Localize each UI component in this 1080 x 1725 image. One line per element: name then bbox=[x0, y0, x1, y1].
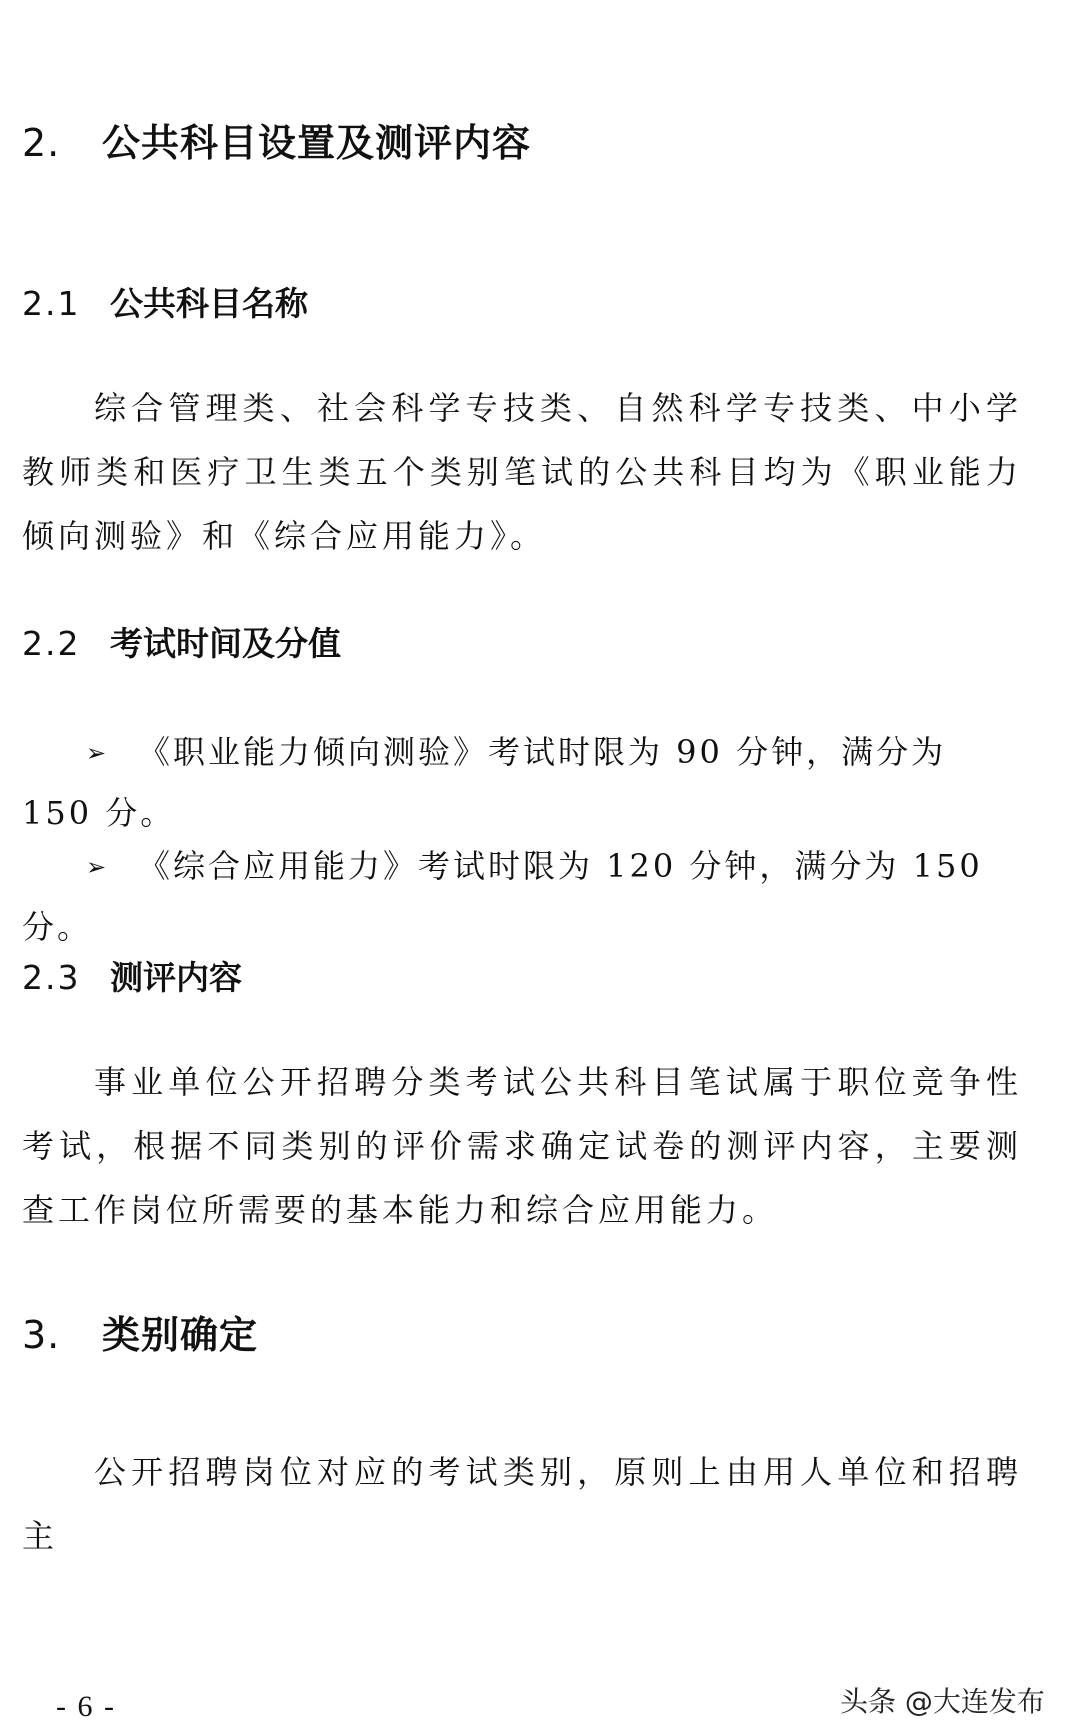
paragraph-evaluation-content: 事业单位公开招聘分类考试公共科目笔试属于职位竞争性考试，根据不同类别的评价需求确定试卷的测评内容，主要测查工作岗位所需要的基本能力和综合应用能力。 bbox=[22, 1063, 1022, 1229]
arrow-bullet-icon: ➢ bbox=[86, 853, 110, 881]
page-number: - 6 - bbox=[56, 1690, 116, 1723]
paragraph-category-determination: 公开招聘岗位对应的考试类别，原则上由用人单位和招聘主 bbox=[22, 1453, 1022, 1555]
bullet-text: 《职业能力倾向测验》考试时限为 90 分钟，满分为 150 分。 bbox=[22, 733, 947, 832]
subsection-title: 考试时间及分值 bbox=[110, 624, 341, 663]
bullet-item bbox=[22, 836, 1022, 957]
subsection-number: 2.3 bbox=[22, 958, 81, 997]
subsection-number: 2.1 bbox=[22, 284, 81, 323]
bullet-item bbox=[22, 722, 1022, 843]
section-title: 公共科目设置及测评内容 bbox=[102, 121, 532, 165]
subsection-heading-2-1 bbox=[22, 278, 308, 325]
section-heading-2 bbox=[22, 112, 531, 167]
section-heading-3 bbox=[22, 1304, 258, 1359]
section-title: 类别确定 bbox=[102, 1313, 259, 1357]
paragraph-subject-names: 综合管理类、社会科学专技类、自然科学专技类、中小学教师类和医疗卫生类五个类别笔试的公共科目均为《职业能力倾向测验》和《综合应用能力》。 bbox=[22, 389, 1022, 555]
subsection-title: 测评内容 bbox=[110, 958, 242, 997]
section-number: 3. bbox=[22, 1313, 61, 1357]
subsection-heading-2-3 bbox=[22, 952, 242, 999]
bullet-text: 《综合应用能力》考试时限为 120 分钟，满分为 150 分。 bbox=[22, 847, 983, 946]
subsection-title: 公共科目名称 bbox=[110, 284, 308, 323]
subsection-number: 2.2 bbox=[22, 624, 81, 663]
section-number: 2. bbox=[22, 121, 61, 165]
subsection-heading-2-2 bbox=[22, 618, 341, 665]
arrow-bullet-icon: ➢ bbox=[86, 739, 110, 767]
source-watermark: 头条 @大连发布 bbox=[840, 1685, 1045, 1718]
